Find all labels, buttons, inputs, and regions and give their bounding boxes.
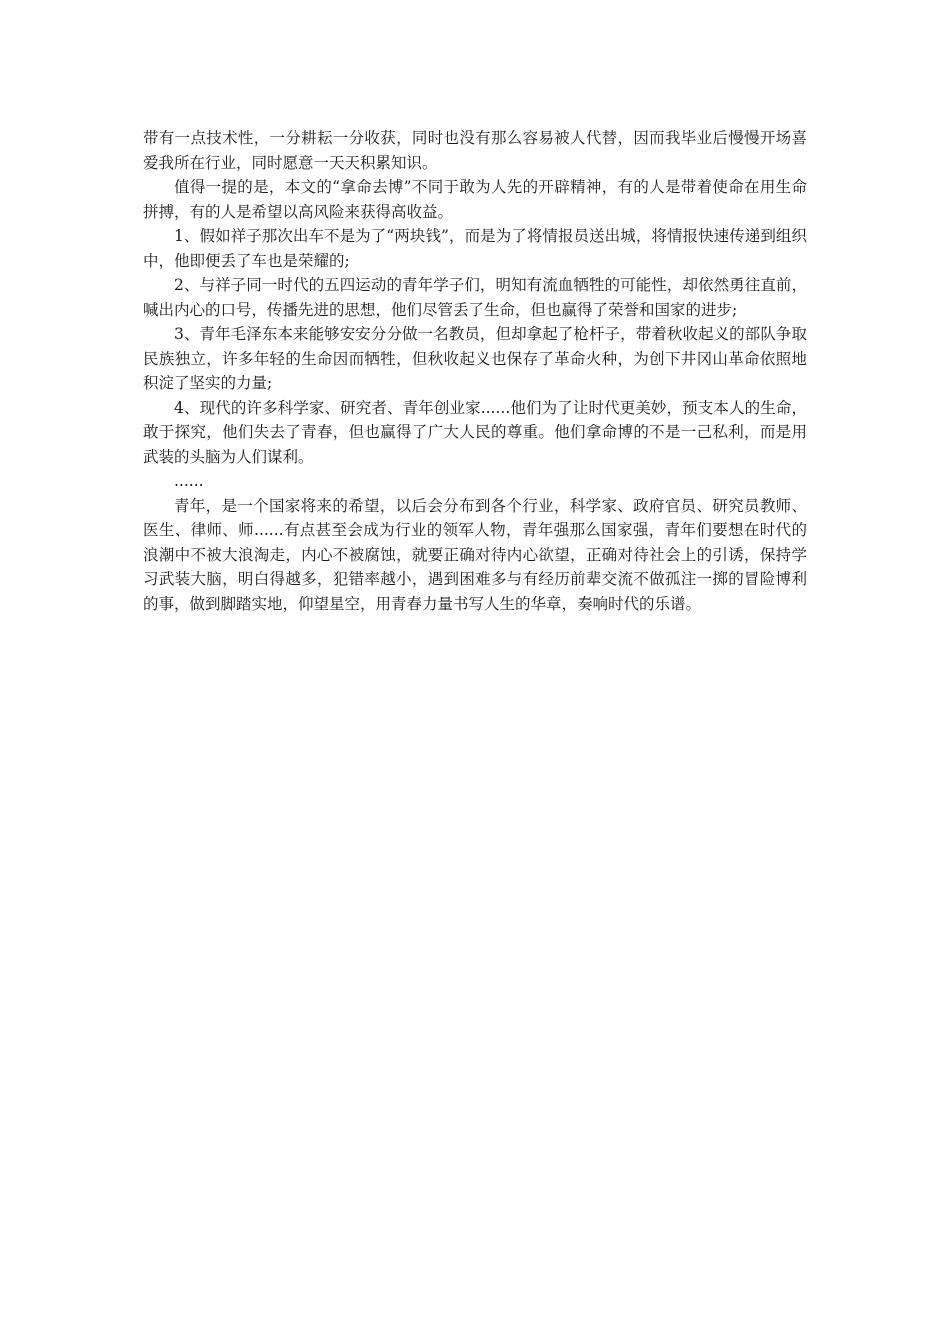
paragraph-8: 青年，是一个国家将来的希望，以后会分布到各个行业，科学家、政府官员、研究员教师、医生、律师、师......有点甚至会成为行业的领军人物，青年强那么国家强，青年们要想在时代的浪潮中不被大浪淘走，内心不被腐蚀，就要正确对待内心欲望，正确对待社会上的引诱，保持学习武装大脑，明白得越多，犯错率越小，遇到困难多与有经历前辈交流不做孤注一掷的冒险博利的事，做到脚踏实地，仰望星空，用青春力量书写人生的华章，奏响时代的乐谱。 (143, 496, 807, 613)
paragraph-2: 值得一提的是，本文的“拿命去博”不同于敢为人先的开辟精神，有的人是带着使命在用生命拼搏，有的人是希望以高风险来获得高收益。 (143, 178, 807, 221)
paragraph-4: 2、与祥子同一时代的五四运动的青年学子们，明知有流血牺牲的可能性，却依然勇往直前，喊出内心的口号，传播先进的思想，他们尽管丢了生命，但也赢得了荣誉和国家的进步; (143, 276, 807, 319)
paragraph-3: 1、假如祥子那次出车不是为了“两块钱”，而是为了将情报员送出城，将情报快速传递到组织中，他即便丢了车也是荣耀的; (143, 227, 807, 270)
paragraph-6: 4、现代的许多科学家、研究者、青年创业家......他们为了让时代更美妙，预支本人的生命，敢于探究，他们失去了青春，但也赢得了广大人民的尊重。他们拿命博的不是一己私利，而是用武装的头脑为人们谋利。 (143, 398, 807, 466)
paragraph-5: 3、青年毛泽东本来能够安安分分做一名教员，但却拿起了枪杆子，带着秋收起义的部队争取民族独立，许多年轻的生命因而牺牲，但秋收起义也保存了革命火种，为创下井冈山革命依照地积淀了坚实的力量; (143, 325, 807, 392)
document-body (143, 126, 807, 616)
paragraph-1: 带有一点技术性，一分耕耘一分收获，同时也没有那么容易被人代替，因而我毕业后慢慢开场喜爱我所在行业，同时愿意一天天积累知识。 (143, 129, 807, 172)
paragraph-7: ...... (174, 472, 204, 490)
